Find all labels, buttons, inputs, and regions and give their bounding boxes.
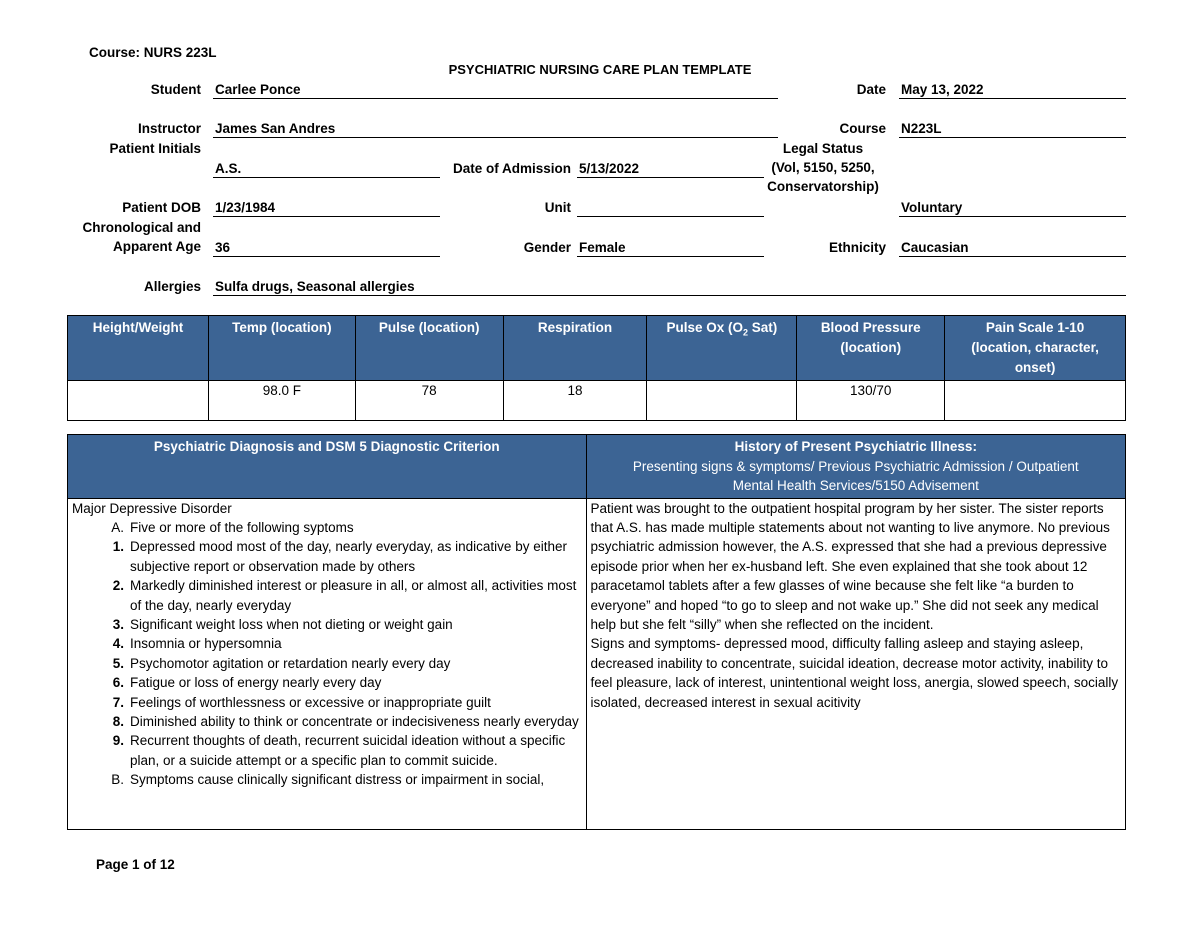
course-field[interactable]: N223L (899, 119, 1126, 138)
history-cell[interactable] (586, 498, 1125, 829)
vitals-respiration-cell[interactable]: 18 (503, 381, 647, 421)
vitals-header-pulse-ox: Pulse Ox ($O_2$ Sat) (647, 316, 797, 381)
criterion-text: Depressed mood most of the day, nearly everyday, as indicative by either subjective report or observation made by others (130, 539, 567, 574)
criterion-marker: 5. (112, 655, 124, 671)
criterion-text: Five or more of the following syptoms (130, 519, 354, 535)
vitals-table (67, 315, 1126, 421)
course-label: Course (839, 121, 886, 136)
date-field[interactable]: May 13, 2022 (899, 80, 1126, 99)
criterion-marker: 8. (112, 713, 124, 729)
criterion-marker: 7. (112, 694, 124, 710)
admission-label: Date of Admission (452, 161, 571, 176)
diagnosis-title: Major Depressive Disorder (72, 500, 232, 516)
unit-label: Unit (544, 200, 571, 215)
vitals-header-respiration: Respiration (503, 316, 647, 381)
vitals-bp-cell[interactable]: 130/70 (797, 381, 945, 421)
admission-field[interactable]: 5/13/2022 (577, 159, 764, 178)
criterion-item (72, 634, 582, 653)
vitals-pulse-cell[interactable]: 78 (355, 381, 503, 421)
age-field[interactable]: 36 (213, 238, 440, 257)
criterion-item (72, 654, 582, 673)
criterion-item (72, 770, 582, 789)
diagnosis-history-table (67, 434, 1126, 830)
diagnosis-cell[interactable] (68, 498, 587, 829)
vitals-pain-cell[interactable] (945, 381, 1126, 421)
patient-initials-label: Patient Initials (109, 141, 201, 156)
dx-right-header: History of Present Psychiatric Illness: Presenting signs & symptoms/ Previous Psychiatric Admission / Outpatient Mental Health Services/5150 Advisement (586, 435, 1125, 499)
criterion-marker: 6. (112, 675, 124, 691)
criterion-item (72, 693, 582, 712)
criterion-marker: 3. (112, 616, 124, 632)
criterion-marker: 4. (112, 636, 124, 652)
vitals-value-row (68, 381, 1126, 421)
criterion-marker: B. (111, 772, 124, 788)
criterion-item (72, 731, 582, 770)
vitals-header-blood-pressure: Blood Pressure (location) (797, 316, 945, 381)
vitals-header-pulse: Pulse (location) (355, 316, 503, 381)
criterion-text: Significant weight loss when not dieting or weight gain (130, 616, 453, 632)
page-title: PSYCHIATRIC NURSING CARE PLAN TEMPLATE (448, 62, 752, 77)
instructor-field[interactable]: James San Andres (213, 119, 778, 138)
page-number: Page 1 of 12 (96, 857, 175, 872)
student-field[interactable]: Carlee Ponce (213, 80, 778, 99)
vitals-header-pain-scale: Pain Scale 1-10 (location, character, onset) (945, 316, 1126, 381)
dob-field[interactable]: 1/23/1984 (213, 198, 440, 217)
course-line: Course: NURS 223L (89, 45, 217, 60)
vitals-height-weight-cell[interactable] (68, 381, 209, 421)
criteria-list (72, 518, 582, 790)
criterion-item (72, 576, 582, 615)
criterion-text: Insomnia or hypersomnia (130, 636, 282, 652)
vitals-temp-cell[interactable]: 98.0 F (208, 381, 355, 421)
gender-label: Gender (523, 240, 571, 255)
criterion-text: Diminished ability to think or concentrate or indecisiveness nearly everyday (130, 713, 579, 729)
date-label: Date (856, 82, 886, 97)
allergies-label: Allergies (143, 279, 201, 294)
dx-left-header: Psychiatric Diagnosis and DSM 5 Diagnostic Criterion (68, 435, 587, 499)
ethnicity-label: Ethnicity (828, 240, 886, 255)
legal-status-field[interactable]: Voluntary (899, 198, 1126, 217)
ethnicity-field[interactable]: Caucasian (899, 238, 1126, 257)
criterion-text: Fatigue or loss of energy nearly every day (130, 675, 382, 691)
dob-label: Patient DOB (122, 200, 201, 215)
criterion-marker: 2. (112, 578, 124, 594)
gender-field[interactable]: Female (577, 238, 764, 257)
criterion-item (72, 537, 582, 576)
unit-field[interactable] (577, 198, 764, 217)
age-label: Chronological and Apparent Age (82, 220, 201, 254)
student-label: Student (150, 82, 201, 97)
criterion-text: Recurrent thoughts of death, recurrent suicidal ideation without a specific plan, or a suicide attempt or a specific plan to commit suicide. (130, 733, 566, 768)
history-paragraph: Patient was brought to the outpatient hospital program by her sister. The sister reports that A.S. has made multiple statements about not wanting to live anymore. No previous psychiatric admission however, the A.S. expressed that she had a previous depressive episode prior when her ex-husband left. She even explained that she took about 12 paracetamol tablets after a few glasses of wine because she felt like “a burden to everyone” and hoped “to go to sleep and not wake up.” She did not seek any medical help but she felt “silly” when she reflected on the incident. (590, 500, 1110, 632)
criterion-text: Psychomotor agitation or retardation nearly every day (130, 655, 451, 671)
criterion-marker: 1. (112, 539, 124, 555)
criterion-text: Feelings of worthlessness or excessive or inappropriate guilt (130, 694, 491, 710)
criterion-marker: A. (111, 519, 124, 535)
allergies-field[interactable]: Sulfa drugs, Seasonal allergies (213, 277, 1126, 296)
instructor-label: Instructor (137, 121, 201, 136)
criterion-item (72, 615, 582, 634)
patient-initials-field[interactable]: A.S. (213, 159, 440, 178)
criterion-text: Markedly diminished interest or pleasure in all, or almost all, activities most of the day, nearly everyday (130, 578, 577, 613)
criterion-text: Symptoms cause clinically significant distress or impairment in social, (130, 772, 545, 788)
vitals-header-row (68, 316, 1126, 381)
legal-status-label: Legal Status (Vol, 5150, 5250, Conservatorship) (767, 141, 879, 194)
vitals-pulse-ox-cell[interactable] (647, 381, 797, 421)
dx-header-row (68, 435, 1126, 499)
criterion-item (72, 712, 582, 731)
vitals-header-temp: Temp (location) (208, 316, 355, 381)
dx-content-row (68, 498, 1126, 829)
criterion-marker: 9. (112, 733, 124, 749)
criterion-item (72, 673, 582, 692)
criterion-item (72, 518, 582, 537)
vitals-header-height-weight: Height/Weight (68, 316, 209, 381)
signs-symptoms-paragraph: Signs and symptoms- depressed mood, difficulty falling asleep and staying asleep, decreased inability to concentrate, suicidal ideation, decrease motor activity, inability to feel pleasure, lack of interest, unintentional weight loss, anergia, slowed speech, socially isolated, decreased interest in sexual acitivity (590, 636, 1119, 710)
